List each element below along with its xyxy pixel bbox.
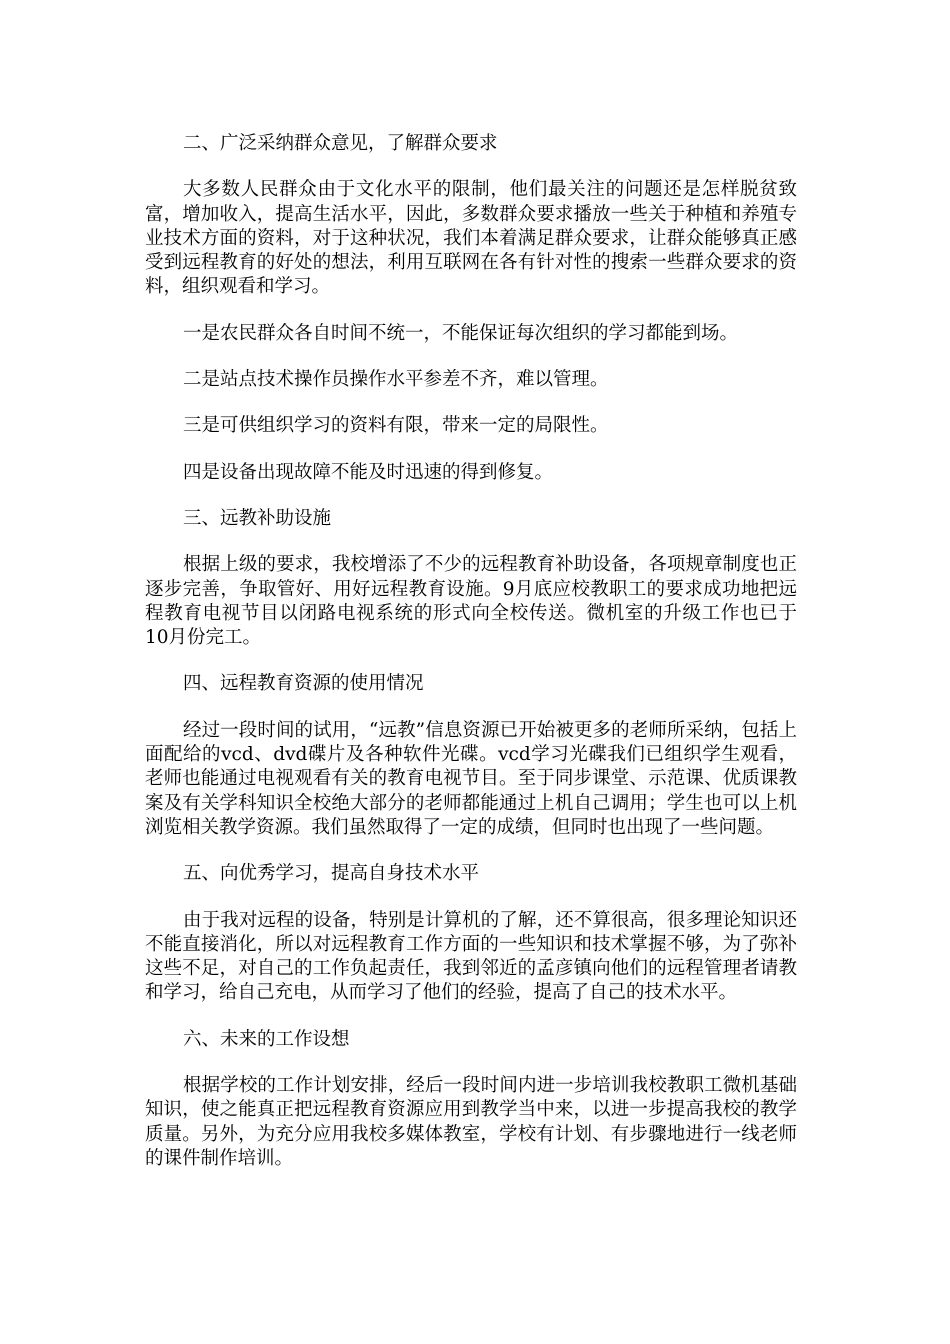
section-heading-5: 五、向优秀学习，提高自身技术水平: [183, 863, 480, 885]
paragraph: 大多数人民群众由于文化水平的限制，他们最关注的问题还是怎样脱贫致富，增加收入，提高生活水平，因此，多数群众要求播放一些关于种植和养殖专业技术方面的资料，对于这种状况，我们本着满足群众要求，让群众能够真正感受到远程教育的好处的想法，利用互联网在各有针对性的搜索一些群众要求的资料，组织观看和学习。: [145, 179, 797, 298]
section-heading-4: 四、远程教育资源的使用情况: [183, 673, 424, 695]
paragraph: 经过一段时间的试用，“远教”信息资源已开始被更多的老师所采纳，包括上面配给的vcd、dvd碟片及各种软件光碟。vcd学习光碟我们已组织学生观看，老师也能通过电视观看有关的教育电视节目。至于同步课堂、示范课、优质课教案及有关学科知识全校绝大部分的老师都能通过上机自己调用；学生也可以上机浏览相关教学资源。我们虽然取得了一定的成绩，但同时也出现了一些问题。: [145, 719, 797, 838]
paragraph: 二是站点技术操作员操作水平参差不齐，难以管理。: [183, 369, 609, 391]
paragraph: 四是设备出现故障不能及时迅速的得到修复。: [183, 461, 554, 483]
paragraph: 根据学校的工作计划安排，经后一段时间内进一步培训我校教职工微机基础知识，使之能真正把远程教育资源应用到教学当中来，以进一步提高我校的教学质量。另外，为充分应用我校多媒体教室，学校有计划、有步骤地进行一线老师的课件制作培训。: [145, 1075, 797, 1169]
paragraph: 三是可供组织学习的资料有限，带来一定的局限性。: [183, 415, 609, 437]
section-heading-3: 三、远教补助设施: [183, 507, 332, 529]
section-heading-2: 二、广泛采纳群众意见，了解群众要求: [183, 133, 498, 154]
paragraph: 根据上级的要求，我校增添了不少的远程教育补助设备，各项规章制度也正逐步完善，争取管好、用好远程教育设施。9月底应校教职工的要求成功地把远程教育电视节目以闭路电视系统的形式向全校传送。微机室的升级工作也已于10月份完工。: [145, 554, 797, 649]
paragraph: 由于我对远程的设备，特别是计算机的了解，还不算很高，很多理论知识还不能直接消化，所以对远程教育工作方面的一些知识和技术掌握不够，为了弥补这些不足，对自己的工作负起责任，我到邻近的孟彦镇向他们的远程管理者请教和学习，给自己充电，从而学习了他们的经验，提高了自己的技术水平。: [145, 909, 797, 1004]
document-body: [145, 132, 797, 1193]
section-heading-6: 六、未来的工作设想: [183, 1028, 350, 1050]
paragraph: 一是农民群众各自时间不统一，不能保证每次组织的学习都能到场。: [183, 322, 739, 344]
